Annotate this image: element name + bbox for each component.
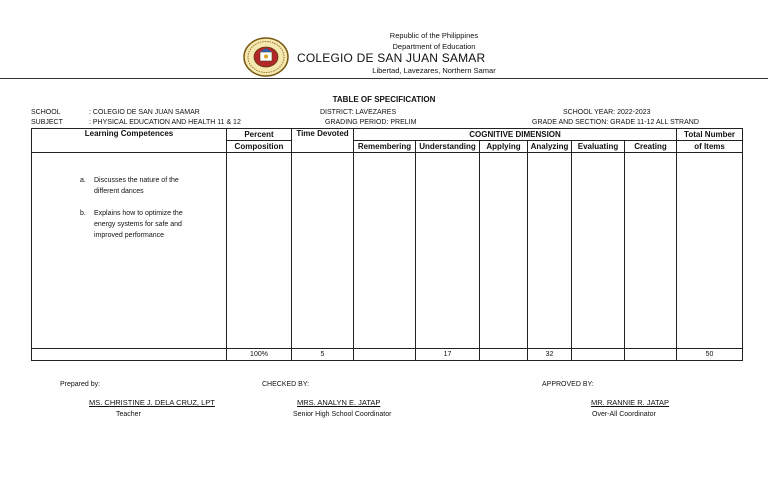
approved-by-label: APPROVED BY: xyxy=(542,381,594,388)
competence-marker: b. xyxy=(80,210,86,217)
school-year: SCHOOL YEAR: 2022-2023 xyxy=(563,109,651,116)
prepared-by-role: Teacher xyxy=(116,411,141,418)
body-remembering-cell xyxy=(354,153,416,349)
grade-section: GRADE AND SECTION: GRADE 11-12 ALL STRAND xyxy=(532,119,699,126)
total-understanding: 17 xyxy=(416,349,480,361)
total-learning xyxy=(32,349,227,361)
competence-marker: a. xyxy=(80,177,86,184)
specification-table xyxy=(31,128,742,361)
header-composition: Composition xyxy=(227,141,292,153)
header-creating: Creating xyxy=(625,141,677,153)
body-applying-cell xyxy=(480,153,528,349)
body-total-cell xyxy=(677,153,743,349)
school-name: COLEGIO DE SAN JUAN SAMAR xyxy=(297,51,486,65)
total-analyzing: 32 xyxy=(528,349,572,361)
body-percent-cell xyxy=(227,153,292,349)
grading-period: GRADING PERIOD: PRELIM xyxy=(325,119,417,126)
total-items: 50 xyxy=(677,349,743,361)
competence-list xyxy=(32,175,226,241)
total-creating xyxy=(625,349,677,361)
header-applying: Applying xyxy=(480,141,528,153)
header-percent: Percent xyxy=(227,129,292,141)
body-evaluating-cell xyxy=(572,153,625,349)
total-applying xyxy=(480,349,528,361)
header-deped: Department of Education xyxy=(392,42,476,51)
competence-item xyxy=(32,208,204,241)
competence-text: Explains how to optimize the energy systems for safe and improved performance xyxy=(94,210,183,239)
total-remembering xyxy=(354,349,416,361)
header-cognitive-dimension: COGNITIVE DIMENSION xyxy=(354,129,677,141)
body-time-cell xyxy=(292,153,354,349)
header-divider xyxy=(0,78,768,79)
total-evaluating xyxy=(572,349,625,361)
competence-item xyxy=(32,175,204,197)
body-understanding-cell xyxy=(416,153,480,349)
header-remembering: Remembering xyxy=(354,141,416,153)
approved-by-role: Over-All Coordinator xyxy=(592,411,656,418)
school-value: : COLEGIO DE SAN JUAN SAMAR xyxy=(89,109,200,116)
subject-label: SUBJECT xyxy=(31,119,63,126)
competences-cell xyxy=(32,153,227,349)
district: DISTRICT: LAVEZARES xyxy=(320,109,397,116)
subject-value: : PHYSICAL EDUCATION AND HEALTH 11 & 12 xyxy=(89,119,241,126)
competence-text: Discusses the nature of the different dances xyxy=(94,177,179,195)
total-percent: 100% xyxy=(227,349,292,361)
school-address: Libertad, Lavezares, Northern Samar xyxy=(372,66,496,75)
school-label: SCHOOL xyxy=(31,109,61,116)
total-time: 5 xyxy=(292,349,354,361)
header-understanding: Understanding xyxy=(416,141,480,153)
header-total-number: Total Number xyxy=(677,129,743,141)
prepared-by-name: MS. CHRISTINE J. DELA CRUZ, LPT xyxy=(89,398,215,407)
body-analyzing-cell xyxy=(528,153,572,349)
checked-by-name: MRS. ANALYN E. JATAP xyxy=(297,398,381,407)
header-republic: Republic of the Philippines xyxy=(389,31,479,40)
checked-by-role: Senior High School Coordinator xyxy=(293,411,392,418)
checked-by-label: CHECKED BY: xyxy=(262,381,310,388)
totals-row xyxy=(32,349,743,361)
header-time-devoted: Time Devoted xyxy=(292,129,354,153)
header-evaluating: Evaluating xyxy=(572,141,625,153)
prepared-by-label: Prepared by: xyxy=(60,381,101,388)
header-learning-competences: Learning Competences xyxy=(32,129,227,153)
body-creating-cell xyxy=(625,153,677,349)
header-analyzing: Analyzing xyxy=(528,141,572,153)
approved-by-name: MR. RANNIE R. JATAP xyxy=(591,398,670,407)
header-of-items: of Items xyxy=(677,141,743,153)
document-title: TABLE OF SPECIFICATION xyxy=(332,95,436,104)
